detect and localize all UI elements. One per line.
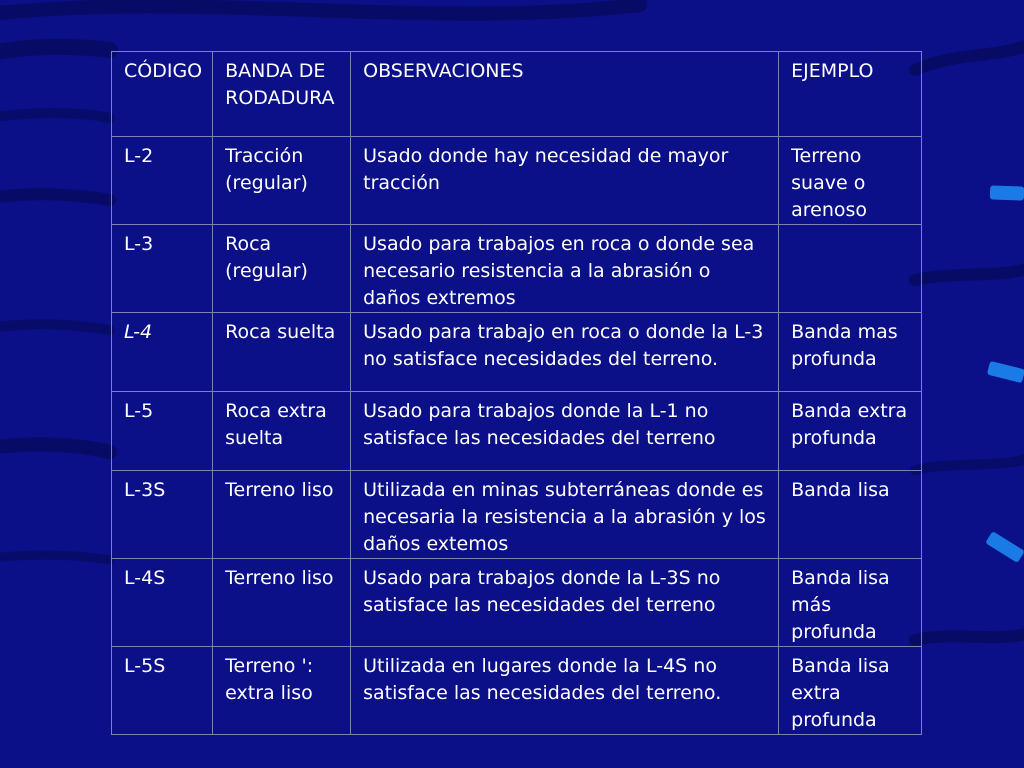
cell-observaciones: Usado para trabajos donde la L-1 no satisface las necesidades del terreno <box>351 392 779 471</box>
cell-codigo: L-2 <box>112 137 213 225</box>
header-ejemplo: EJEMPLO <box>779 52 922 137</box>
table-row <box>112 647 922 735</box>
cell-banda: Terreno liso <box>213 559 351 647</box>
cell-codigo: L-4S <box>112 559 213 647</box>
table-row <box>112 392 922 471</box>
cell-codigo: L-3 <box>112 225 213 313</box>
cell-banda: Terreno ': extra liso <box>213 647 351 735</box>
cell-banda: Roca (regular) <box>213 225 351 313</box>
cell-ejemplo: Banda mas profunda <box>779 313 922 392</box>
cell-ejemplo: Banda extra profunda <box>779 392 922 471</box>
table-row <box>112 471 922 559</box>
cell-codigo: L-5S <box>112 647 213 735</box>
cell-banda: Tracción (regular) <box>213 137 351 225</box>
cell-ejemplo: Banda lisa más profunda <box>779 559 922 647</box>
cell-observaciones: Utilizada en lugares donde la L-4S no satisface las necesidades del terreno. <box>351 647 779 735</box>
table-row <box>112 137 922 225</box>
cell-banda: Roca extra suelta <box>213 392 351 471</box>
table-row <box>112 559 922 647</box>
header-banda-de-rodadura: BANDA DE RODADURA <box>213 52 351 137</box>
tread-codes-table <box>111 51 922 735</box>
cell-ejemplo: Terreno suave o arenoso <box>779 137 922 225</box>
table-row <box>112 313 922 392</box>
header-codigo: CÓDIGO <box>112 52 213 137</box>
cell-codigo: L-4 <box>112 313 213 392</box>
cell-ejemplo: Banda lisa extra profunda <box>779 647 922 735</box>
cell-ejemplo <box>779 225 922 313</box>
cell-banda: Terreno liso <box>213 471 351 559</box>
table-header-row <box>112 52 922 137</box>
cell-observaciones: Usado para trabajos en roca o donde sea necesario resistencia a la abrasión o daños extremos <box>351 225 779 313</box>
cell-codigo: L-5 <box>112 392 213 471</box>
cell-ejemplo: Banda lisa <box>779 471 922 559</box>
cell-banda: Roca suelta <box>213 313 351 392</box>
cell-observaciones: Usado para trabajos donde la L-3S no satisface las necesidades del terreno <box>351 559 779 647</box>
header-observaciones: OBSERVACIONES <box>351 52 779 137</box>
cell-observaciones: Usado donde hay necesidad de mayor tracción <box>351 137 779 225</box>
table-row <box>112 225 922 313</box>
cell-codigo: L-3S <box>112 471 213 559</box>
cell-observaciones: Utilizada en minas subterráneas donde es necesaria la resistencia a la abrasión y los daños extemos <box>351 471 779 559</box>
cell-observaciones: Usado para trabajo en roca o donde la L-3 no satisface necesidades del terreno. <box>351 313 779 392</box>
